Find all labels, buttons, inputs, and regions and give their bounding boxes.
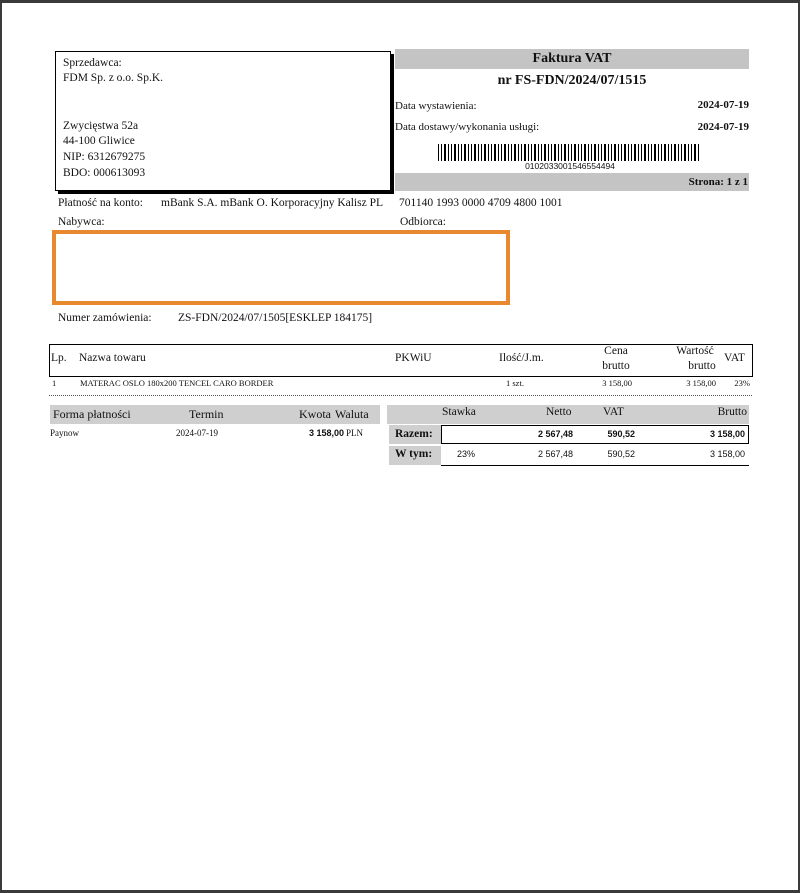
seller-nip: NIP: 6312679275	[63, 151, 146, 163]
barcode-bar	[628, 144, 629, 161]
barcode-bar	[438, 144, 439, 161]
col-name: Nazwa towaru	[79, 352, 146, 364]
barcode-bar	[521, 144, 522, 161]
total-net: 2 567,48	[537, 429, 573, 439]
barcode-bar	[621, 144, 622, 161]
barcode-bar	[444, 144, 446, 161]
item-lp: 1	[52, 378, 57, 388]
barcode-bar	[461, 144, 462, 161]
barcode-bar	[564, 144, 566, 161]
payment-account-label: Płatność na konto:	[58, 197, 143, 209]
seller-box	[55, 51, 391, 191]
barcode-bar	[584, 144, 586, 161]
barcode-bar	[508, 144, 509, 161]
barcode-bar	[574, 144, 576, 161]
detail-vat: 590,52	[607, 449, 635, 459]
barcode-bar	[541, 144, 542, 161]
barcode-bar	[571, 144, 572, 161]
items-separator	[49, 395, 752, 396]
barcode-bar	[451, 144, 452, 161]
delivery-date-label: Data dostawy/wykonania usługi:	[395, 121, 540, 133]
barcode-bar	[464, 144, 466, 161]
barcode-bar	[488, 144, 489, 161]
barcode-bar	[694, 144, 696, 161]
item-qty: 1 szt.	[506, 378, 524, 388]
barcode-bar	[478, 144, 479, 161]
barcode-bar	[661, 144, 662, 161]
item-name: MATERAC OSLO 180x200 TENCEL CARO BORDER	[80, 378, 274, 388]
barcode-bar	[691, 144, 692, 161]
payment-currency-value: PLN	[346, 428, 364, 438]
barcode-bar	[658, 144, 659, 161]
detail-rate: 23%	[457, 449, 476, 459]
recipient-label: Odbiorca:	[400, 216, 446, 228]
payment-bank: mBank S.A. mBank O. Korporacyjny Kalisz PL	[161, 197, 383, 209]
seller-label: Sprzedawca:	[63, 57, 122, 69]
vat-rate-header: Stawka	[442, 406, 476, 418]
barcode-bar	[524, 144, 526, 161]
payment-term-header: Termin	[189, 407, 224, 421]
item-price: 3 158,00	[602, 378, 632, 388]
barcode-bar	[581, 144, 582, 161]
payment-form-value: Paynow	[50, 428, 79, 438]
barcode	[438, 144, 702, 161]
buyer-redaction-box	[52, 230, 510, 305]
barcode-bar	[674, 144, 676, 161]
barcode-bar	[638, 144, 639, 161]
barcode-bar	[624, 144, 626, 161]
barcode-bar	[594, 144, 596, 161]
detail-underline	[441, 465, 749, 466]
barcode-bar	[484, 144, 486, 161]
item-value: 3 158,00	[686, 378, 716, 388]
barcode-bar	[681, 144, 682, 161]
barcode-bar	[481, 144, 482, 161]
col-price-l2: brutto	[602, 360, 630, 372]
order-number: ZS-FDN/2024/07/1505[ESKLEP 184175]	[178, 312, 373, 324]
barcode-bar	[614, 144, 616, 161]
barcode-bar	[611, 144, 612, 161]
barcode-bar	[644, 144, 646, 161]
barcode-bar	[648, 144, 649, 161]
barcode-bar	[558, 144, 559, 161]
barcode-bar	[698, 144, 699, 161]
col-value-l1: Wartość	[676, 345, 714, 357]
barcode-bar	[531, 144, 532, 161]
detail-net: 2 567,48	[537, 449, 573, 459]
barcode-bar	[568, 144, 569, 161]
seller-bdo: BDO: 000613093	[63, 167, 146, 179]
barcode-bar	[671, 144, 672, 161]
barcode-bar	[634, 144, 636, 161]
delivery-date: 2024-07-19	[697, 121, 749, 133]
payment-term-value: 2024-07-19	[176, 428, 218, 438]
barcode-bar	[561, 144, 562, 161]
barcode-bar	[458, 144, 459, 161]
total-label: Razem:	[395, 428, 433, 440]
barcode-bar	[554, 144, 556, 161]
col-pkwiu: PKWiU	[395, 352, 432, 364]
barcode-bar	[474, 144, 476, 161]
barcode-bar	[591, 144, 592, 161]
buyer-label: Nabywca:	[58, 216, 105, 228]
barcode-bar	[471, 144, 472, 161]
barcode-bar	[608, 144, 609, 161]
payment-account-number: 701140 1993 0000 4709 4800 1001	[399, 197, 563, 209]
barcode-bar	[528, 144, 529, 161]
seller-city: 44-100 Gliwice	[63, 135, 135, 147]
barcode-bar	[518, 144, 519, 161]
barcode-bar	[504, 144, 506, 161]
barcode-bar	[641, 144, 642, 161]
invoice-page	[2, 3, 798, 890]
barcode-bar	[588, 144, 589, 161]
barcode-bar	[578, 144, 579, 161]
barcode-bar	[544, 144, 546, 161]
detail-gross: 3 158,00	[709, 449, 745, 459]
barcode-bar	[604, 144, 606, 161]
payment-form-header: Forma płatności	[53, 407, 131, 421]
col-vat: VAT	[724, 352, 745, 364]
payment-amount-header: Kwota	[299, 407, 331, 421]
barcode-bar	[664, 144, 666, 161]
issue-date: 2024-07-19	[697, 99, 749, 111]
col-qty: Ilość/J.m.	[499, 352, 544, 364]
barcode-bar	[498, 144, 499, 161]
invoice-title: Faktura VAT	[532, 51, 612, 66]
col-value-l2: brutto	[688, 360, 716, 372]
total-row-box	[441, 425, 749, 444]
barcode-bar	[548, 144, 549, 161]
barcode-bar	[631, 144, 632, 161]
issue-date-label: Data wystawienia:	[395, 100, 477, 112]
barcode-bar	[668, 144, 669, 161]
barcode-bar	[494, 144, 496, 161]
vat-gross-header: Brutto	[717, 406, 747, 418]
barcode-bar	[491, 144, 492, 161]
item-vat: 23%	[734, 378, 750, 388]
barcode-bar	[468, 144, 469, 161]
seller-name: FDM Sp. z o.o. Sp.K.	[63, 72, 164, 84]
barcode-bar	[678, 144, 679, 161]
barcode-bar	[538, 144, 539, 161]
barcode-bar	[618, 144, 619, 161]
payment-amount-value: 3 158,00	[308, 428, 344, 438]
seller-street: Zwycięstwa 52a	[63, 120, 139, 132]
total-vat: 590,52	[607, 429, 635, 439]
col-lp: Lp.	[51, 352, 67, 364]
barcode-bar	[441, 144, 442, 161]
barcode-bar	[601, 144, 602, 161]
total-gross: 3 158,00	[709, 429, 745, 439]
order-label: Numer zamówienia:	[58, 312, 152, 324]
barcode-bar	[684, 144, 686, 161]
detail-label: W tym:	[395, 448, 433, 460]
vat-net-header: Netto	[546, 406, 572, 418]
col-price-l1: Cena	[604, 345, 628, 357]
barcode-bar	[448, 144, 449, 161]
page-indicator: Strona: 1 z 1	[688, 176, 748, 188]
barcode-bar	[651, 144, 652, 161]
barcode-bar	[501, 144, 502, 161]
barcode-bar	[454, 144, 456, 161]
barcode-bar	[688, 144, 689, 161]
invoice-number: nr FS-FDN/2024/07/1515	[497, 73, 647, 88]
barcode-bar	[598, 144, 599, 161]
vat-vat-header: VAT	[603, 406, 624, 418]
barcode-number: 0102033001546554494	[525, 161, 615, 171]
barcode-bar	[654, 144, 656, 161]
barcode-bar	[514, 144, 516, 161]
barcode-bar	[551, 144, 552, 161]
barcode-bar	[511, 144, 512, 161]
payment-currency-header: Waluta	[335, 407, 369, 421]
barcode-bar	[534, 144, 536, 161]
